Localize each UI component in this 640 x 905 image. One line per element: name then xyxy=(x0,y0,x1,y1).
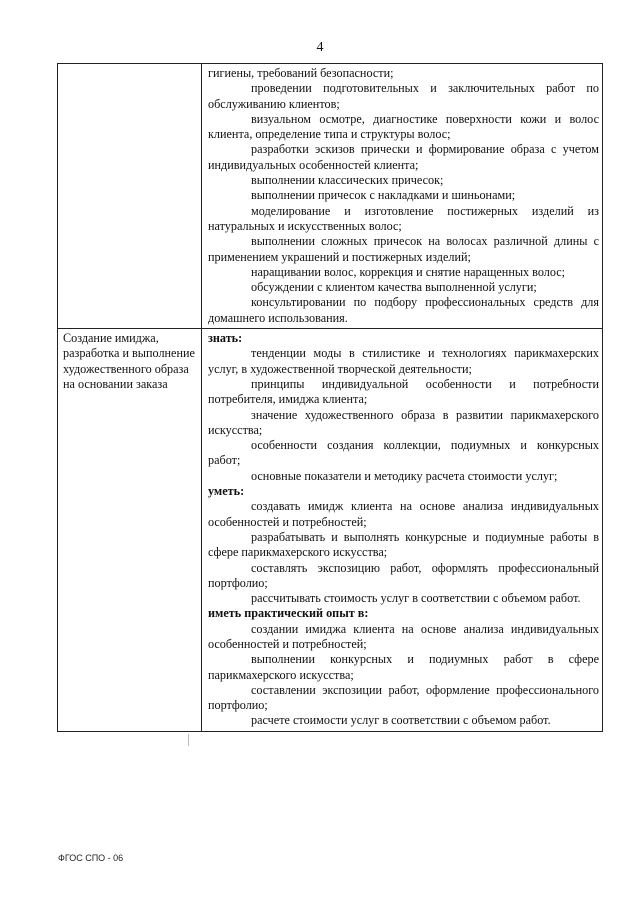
list-item: консультировании по подбору профессиональных средств для домашнего использования. xyxy=(208,295,599,325)
list-item: создавать имидж клиента на основе анализа индивидуальных особенностей и потребностей; xyxy=(208,499,599,529)
competency-name-cell: Создание имиджа, разработка и выполнение художественного образа на основании заказа xyxy=(58,329,202,731)
list-item: принципы индивидуальной особенности и потребности потребителя, имиджа клиента; xyxy=(208,376,599,407)
requirements-cell xyxy=(202,64,602,328)
list-item: составлять экспозицию работ, оформлять профессиональный портфолио; xyxy=(208,560,599,590)
list-item: моделирование и изготовление постижерных изделий из натуральных и искусственных волос; xyxy=(208,203,599,233)
list-item: выполнении причесок с накладками и шиньонами; xyxy=(251,188,516,203)
list-item: особенности создания коллекции, подиумных и конкурсных работ; xyxy=(208,438,599,468)
list-item: тенденции моды в стилистике и технологиях парикмахерских услуг, в художественной творческой деятельности; xyxy=(208,346,599,376)
list-item: наращивании волос, коррекция и снятие наращенных волос; xyxy=(251,264,566,279)
list-item: расчете стоимости услуг в соответствии с объемом работ. xyxy=(251,713,551,728)
experience-heading: иметь практический опыт в: xyxy=(208,606,369,621)
scan-mark xyxy=(188,734,189,746)
competency-name-cell xyxy=(58,64,202,328)
list-item: рассчитывать стоимость услуг в соответствии с объемом работ. xyxy=(251,591,581,606)
table-row xyxy=(58,64,602,328)
know-heading: знать: xyxy=(208,331,243,346)
competency-table xyxy=(57,63,603,732)
list-item: гигиены, требований безопасности; xyxy=(208,66,394,80)
list-item: разрабатывать и выполнять конкурсные и подиумные работы в сфере парикмахерского искусства; xyxy=(208,529,599,560)
list-item: проведении подготовительных и заключительных работ по обслуживанию клиентов; xyxy=(208,81,599,111)
list-item: разработки эскизов прически и формирование образа с учетом индивидуальных особенностей клиента; xyxy=(208,142,599,172)
table-row xyxy=(58,328,602,731)
list-item: создании имиджа клиента на основе анализа индивидуальных особенностей и потребностей; xyxy=(208,621,599,651)
footer-code: ФГОС СПО - 06 xyxy=(58,853,124,863)
page-number: 4 xyxy=(316,40,324,55)
list-item: визуальном осмотре, диагностике поверхности кожи и волос клиента, определение типа и структуры волос; xyxy=(208,111,599,142)
list-item: выполнении классических причесок; xyxy=(251,173,444,188)
requirements-cell xyxy=(202,329,602,731)
list-item: выполнении конкурсных и подиумных работ в сфере парикмахерского искусства; xyxy=(208,652,599,682)
can-heading: уметь: xyxy=(208,484,245,499)
list-item: выполнении сложных причесок на волосах различной длины с применением украшений и постижерных изделий; xyxy=(208,234,599,264)
list-item: обсуждении с клиентом качества выполненной услуги; xyxy=(251,280,537,295)
list-item: составлении экспозиции работ, оформление профессионального портфолио; xyxy=(208,682,599,713)
list-item: значение художественного образа в развитии парикмахерского искусства; xyxy=(208,407,599,437)
list-item: основные показатели и методику расчета стоимости услуг; xyxy=(251,468,558,483)
